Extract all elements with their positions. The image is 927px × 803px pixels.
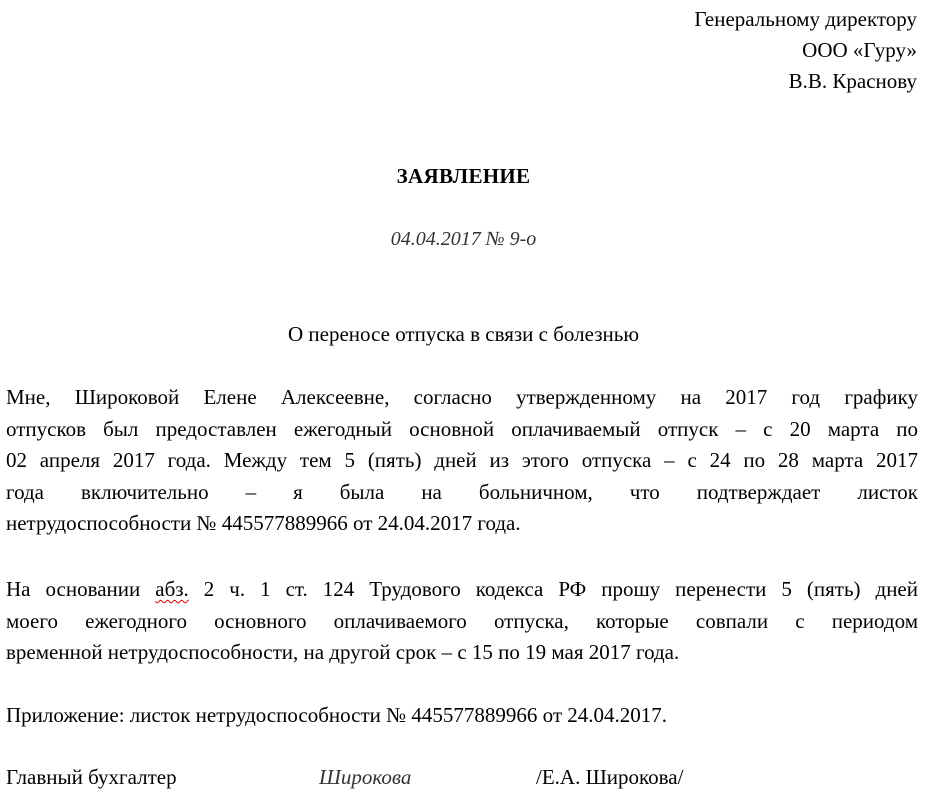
signer-position: Главный бухгалтер [6, 765, 177, 789]
document-number: 04.04.2017 № 9-о [390, 228, 537, 250]
addressee-company: ООО «Гуру» [802, 38, 917, 62]
paragraph-line: года включительно – я была на больничном, что подтверждает листок [6, 479, 918, 504]
paragraph-line: временной нетрудоспособности, на другой срок – с 15 по 19 мая 2017 года. [6, 640, 680, 664]
addressee-position: Генеральному директору [694, 7, 917, 31]
signer-name: /Е.А. Широкова/ [536, 765, 684, 789]
addressee-name: В.В. Краснову [788, 69, 917, 93]
basis-text-end: 2 ч. 1 ст. 124 Трудового кодекса РФ прошу перенести 5 (пять) дней [188, 577, 918, 601]
paragraph-line [6, 574, 918, 606]
attachment-line: Приложение: листок нетрудоспособности № 445577889966 от 24.04.2017. [6, 703, 668, 727]
handwritten-signature: Широкова [319, 765, 412, 789]
document-subject: О переносе отпуска в связи с болезнью [287, 322, 640, 346]
paragraph-line: Мне, Широковой Елене Алексеевне, согласно утвержденному на 2017 год графику [6, 385, 918, 409]
paragraph-line: 02 апреля 2017 года. Между тем 5 (пять) дней из этого отпуска – с 24 по 28 марта 2017 [6, 448, 918, 472]
paragraph-line: моего ежегодного основного оплачиваемого отпуска, которые совпали с периодом [6, 608, 918, 633]
signature-row [6, 765, 918, 797]
paragraph-line: нетрудоспособности № 445577889966 от 24.04.2017 года. [6, 511, 521, 535]
addressee-block [694, 4, 917, 97]
document-title: ЗАЯВЛЕНИЕ [396, 164, 531, 188]
paragraph-basis [6, 574, 918, 669]
spellcheck-word[interactable]: абз. [155, 577, 189, 601]
paragraph-request [6, 382, 918, 540]
paragraph-line: отпусков был предоставлен ежегодный основной оплачиваемый отпуск – с 20 марта по [6, 416, 918, 441]
basis-text-start: На основании [6, 577, 156, 601]
